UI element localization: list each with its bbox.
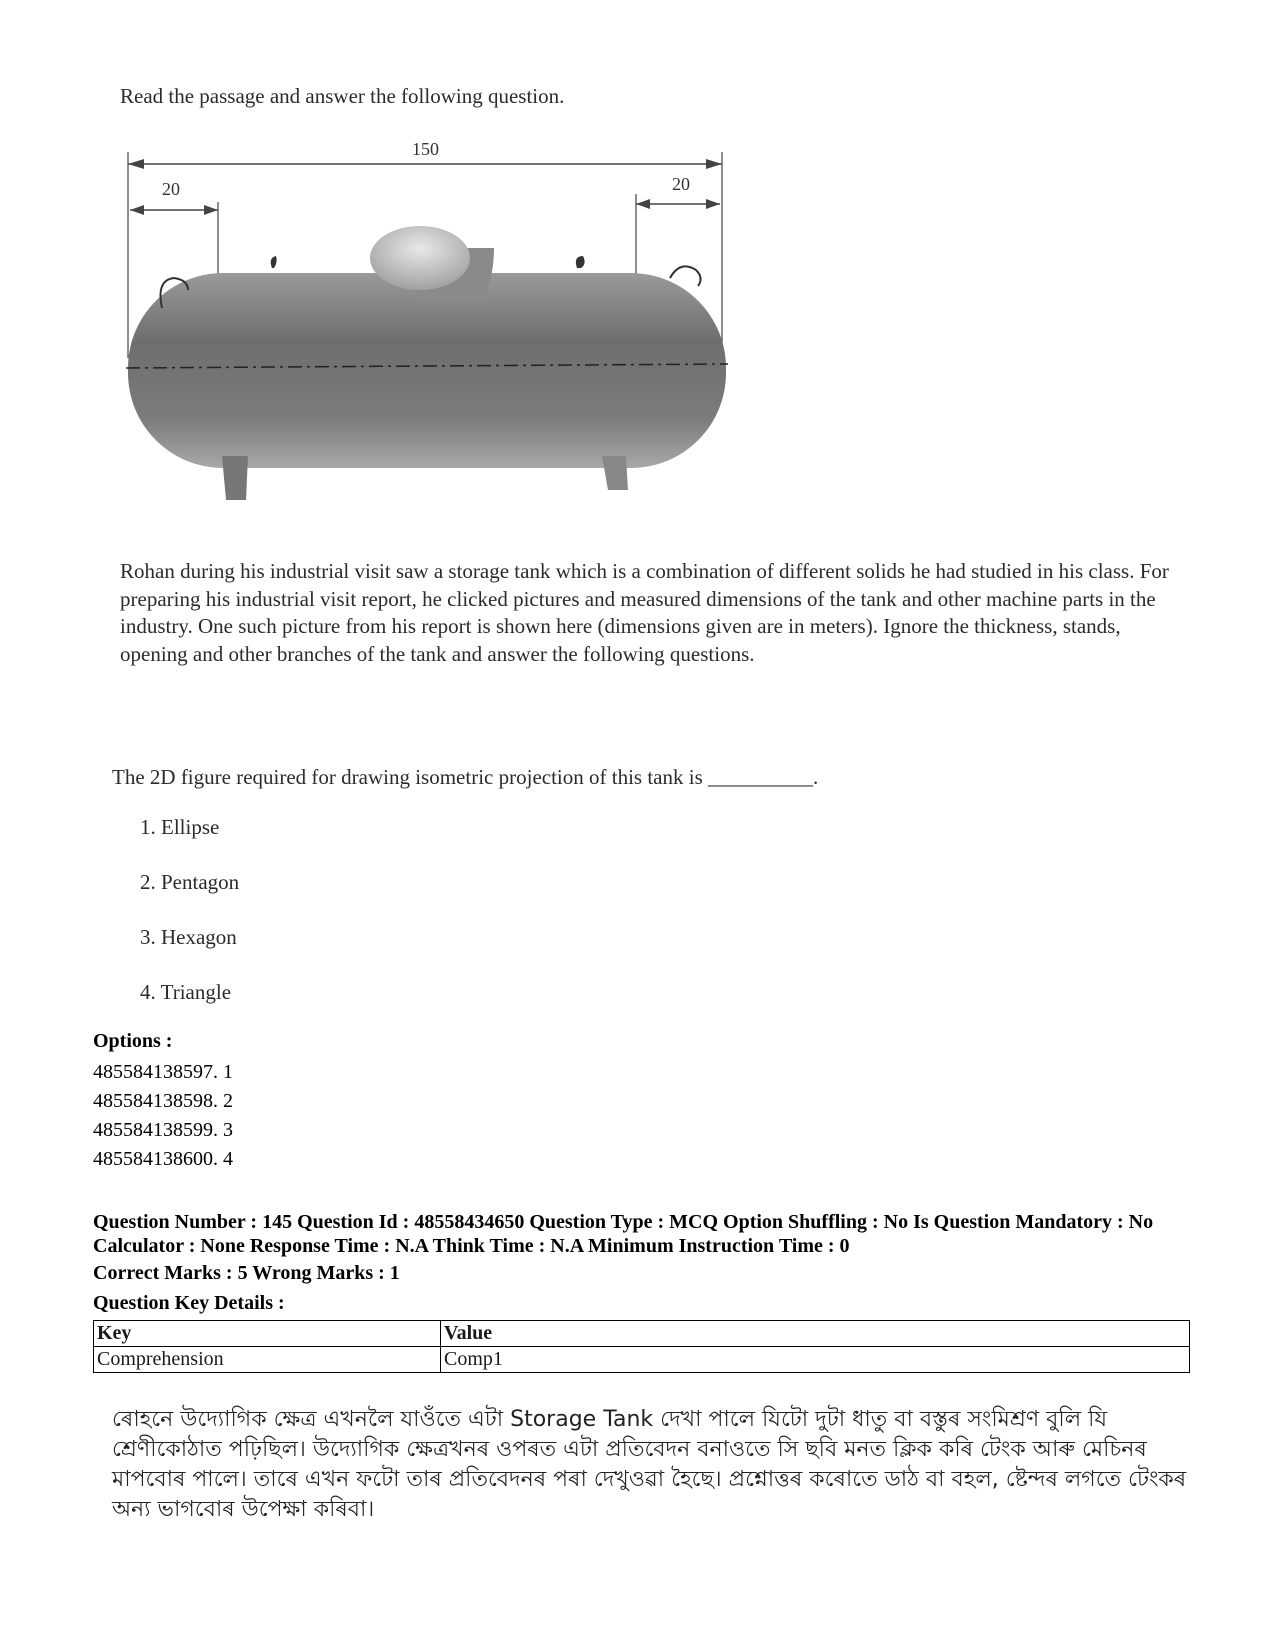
options-label: Options :: [93, 1030, 173, 1052]
key-details-table: [93, 1320, 1190, 1373]
table-header-row: [94, 1321, 1190, 1347]
choice-item: 1. Ellipse: [140, 815, 220, 839]
passage-intro: Read the passage and answer the following question.: [120, 84, 565, 108]
storage-tank-figure: [122, 138, 762, 528]
dim-left-label: 20: [162, 179, 180, 199]
passage-text: Rohan during his industrial visit saw a storage tank which is a combination of different solids he had studied in his class. For preparing his industrial visit report, he clicked pictures and measured dimensions of the tank and other machine parts in the industry. One such picture from his report is shown here (dimensions given are in meters). Ignore the thickness, stands, opening and other branches of the tank and answer the following questions.: [120, 559, 1169, 666]
marks-line: Correct Marks : 5 Wrong Marks : 1: [93, 1262, 400, 1284]
option-id-item: 485584138597. 1: [93, 1061, 233, 1083]
dim-right-label: 20: [672, 174, 690, 194]
tank-leg-left: [222, 456, 248, 500]
table-cell-key: Comprehension: [94, 1347, 441, 1373]
choice-item: 4. Triangle: [140, 980, 232, 1004]
question-meta: Question Number : 145 Question Id : 48558434650 Question Type : MCQ Option Shuffling : No Is Question Mandatory : No Calculator : None Response Time : N.A Think Time : N.A Minimum Instruction Time : 0: [93, 1211, 1154, 1257]
table-header-key: Key: [94, 1321, 441, 1347]
option-id-item: 485584138599. 3: [93, 1119, 233, 1141]
option-id-item: 485584138598. 2: [93, 1090, 233, 1112]
choice-item: 2. Pentagon: [140, 870, 240, 894]
choice-item: 3. Hexagon: [140, 925, 237, 949]
key-details-label: Question Key Details :: [93, 1292, 285, 1314]
choice-list: [140, 815, 239, 1035]
question-text: The 2D figure required for drawing isometric projection of this tank is __________.: [112, 765, 819, 789]
option-id-item: 485584138600. 4: [93, 1148, 233, 1170]
option-id-list: [93, 1058, 233, 1174]
tank-leg-right: [602, 456, 628, 490]
tank-dome: [370, 226, 470, 290]
table-cell-value: Comp1: [441, 1347, 1190, 1373]
dim-total-label: 150: [412, 139, 439, 159]
table-header-value: Value: [441, 1321, 1190, 1347]
table-row: [94, 1347, 1190, 1373]
assamese-passage: ৰোহনে উদ্যোগিক ক্ষেত্ৰ এখনলৈ যাওঁতে এটা Storage Tank দেখা পালে যিটো দুটা ধাতু বা বস্তুৰ সংমিশ্ৰণ বুলি যি শ্ৰেণীকোঠাত পঢ়িছিল। উদ্যোগিক ক্ষেত্ৰখনৰ ওপৰত এটা প্ৰতিবেদন বনাওতে সি ছবি মনত ক্লিক কৰি টেংক আৰু মেচিনৰ মাপবোৰ পালে। তাৰে এখন ফটো তাৰ প্ৰতিবেদনৰ পৰা দেখুওৱা হৈছে। প্ৰশ্নোত্তৰ কৰোতে ডাঠ বা বহল, ষ্টেন্দৰ লগতে টেংকৰ অন্য ভাগবোৰ উপেক্ষা কৰিবা।: [112, 1407, 1187, 1522]
